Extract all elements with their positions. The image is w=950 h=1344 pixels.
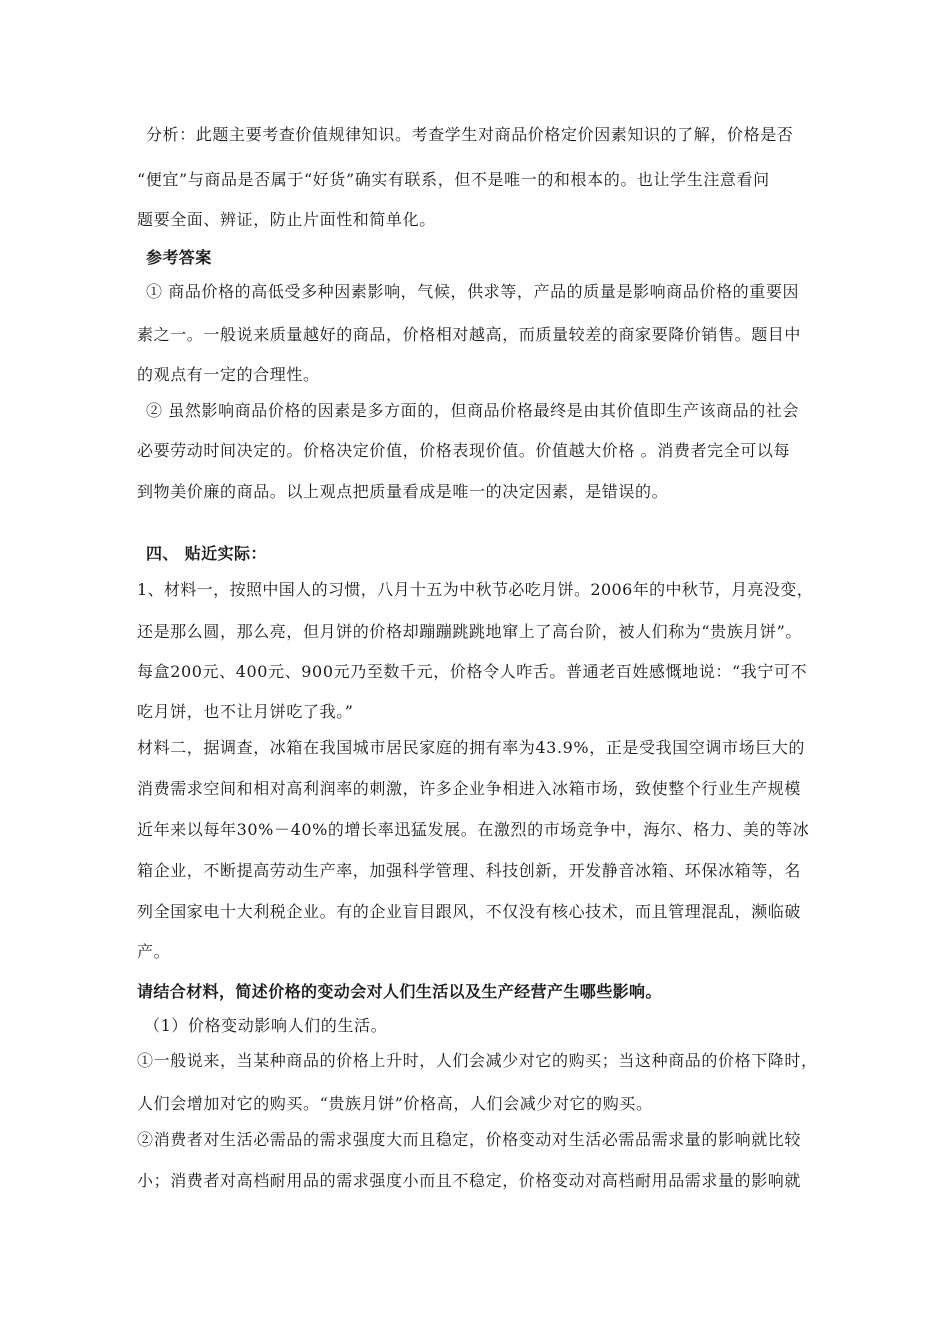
material-2-line-1: 材料二，据调查，冰箱在我国城市居民家庭的拥有率为43.9%，正是受我国空调市场巨大的 [137, 738, 806, 757]
answer-point-1-line-1: ① 商品价格的高低受多种因素影响，气候，供求等，产品的质量是影响商品价格的重要因 [146, 282, 800, 301]
analysis-line-1: 分析：此题主要考查价值规律知识。考查学生对商品价格定价因素知识的了解，价格是否 [146, 125, 794, 144]
answer-heading: 参考答案 [146, 248, 212, 267]
analysis-line-2: “便宜”与商品是否属于“好货”确实有联系，但不是唯一的和根本的。也让学生注意看问 [137, 170, 770, 189]
material-2-line-6: 产。 [137, 942, 171, 961]
analysis-line-3: 题要全面、辨证，防止片面性和简单化。 [137, 210, 436, 229]
answer-point-2-line-1: ② 虽然影响商品价格的因素是多方面的，但商品价格最终是由其价值即生产该商品的社会 [146, 401, 800, 420]
answer-point-1-line-3: 的观点有一定的合理性。 [137, 365, 320, 384]
answer-point-2-line-2: 必要劳动时间决定的。价格决定价值，价格表现价值。价值越大价格 。消费者完全可以每 [137, 441, 791, 460]
material-2-line-2: 消费需求空间和相对高利润率的刺激，许多企业争相进入冰箱市场，致使整个行业生产规模 [137, 779, 802, 798]
sub-1-point-1-line-1: ①一般说来，当某种商品的价格上升时，人们会减少对它的购买；当这种商品的价格下降时， [137, 1051, 818, 1070]
sub-1-title: （1）价格变动影响人们的生活。 [144, 1016, 388, 1035]
material-1-line-2: 还是那么圆，那么亮，但月饼的价格却蹦蹦跳跳地窜上了高台阶，被人们称为“贵族月饼”。 [137, 622, 802, 641]
material-1-line-4: 吃月饼，也不让月饼吃了我。” [137, 702, 354, 721]
answer-point-1-line-2: 素之一。一般说来质量越好的商品，价格相对越高，而质量较差的商家要降价销售。题目中 [137, 325, 802, 344]
section-4-heading: 四、 贴近实际： [146, 544, 267, 563]
sub-1-point-2-line-1: ②消费者对生活必需品的需求强度大而且稳定，价格变动对生活必需品需求量的影响就比较 [137, 1130, 802, 1149]
material-2-line-4: 箱企业，不断提高劳动生产率，加强科学管理、科技创新，开发静音冰箱、环保冰箱等，名 [137, 861, 802, 880]
question-prompt: 请结合材料，简述价格的变动会对人们生活以及生产经营产生哪些影响。 [137, 982, 662, 1001]
material-1-line-3: 每盒200元、400元、900元乃至数千元，价格令人咋舌。普通老百姓感慨地说：“我宁可不 [137, 662, 808, 681]
material-2-line-3: 近年来以每年30%－40%的增长率迅猛发展。在激烈的市场竞争中，海尔、格力、美的等冰 [137, 820, 810, 839]
sub-1-point-2-line-2: 小；消费者对高档耐用品的需求强度小而且不稳定，价格变动对高档耐用品需求量的影响就 [137, 1171, 802, 1190]
material-1-line-1: 1、材料一，按照中国人的习惯，八月十五为中秋节必吃月饼。2006年的中秋节，月亮没变， [137, 580, 814, 599]
material-2-line-5: 列全国家电十大利税企业。有的企业盲目跟风，不仅没有核心技术，而且管理混乱，濒临破 [137, 902, 802, 921]
answer-point-2-line-3: 到物美价廉的商品。以上观点把质量看成是唯一的决定因素，是错误的。 [137, 482, 669, 501]
sub-1-point-1-line-2: 人们会增加对它的购买。“贵族月饼”价格高，人们会减少对它的购买。 [137, 1094, 653, 1113]
